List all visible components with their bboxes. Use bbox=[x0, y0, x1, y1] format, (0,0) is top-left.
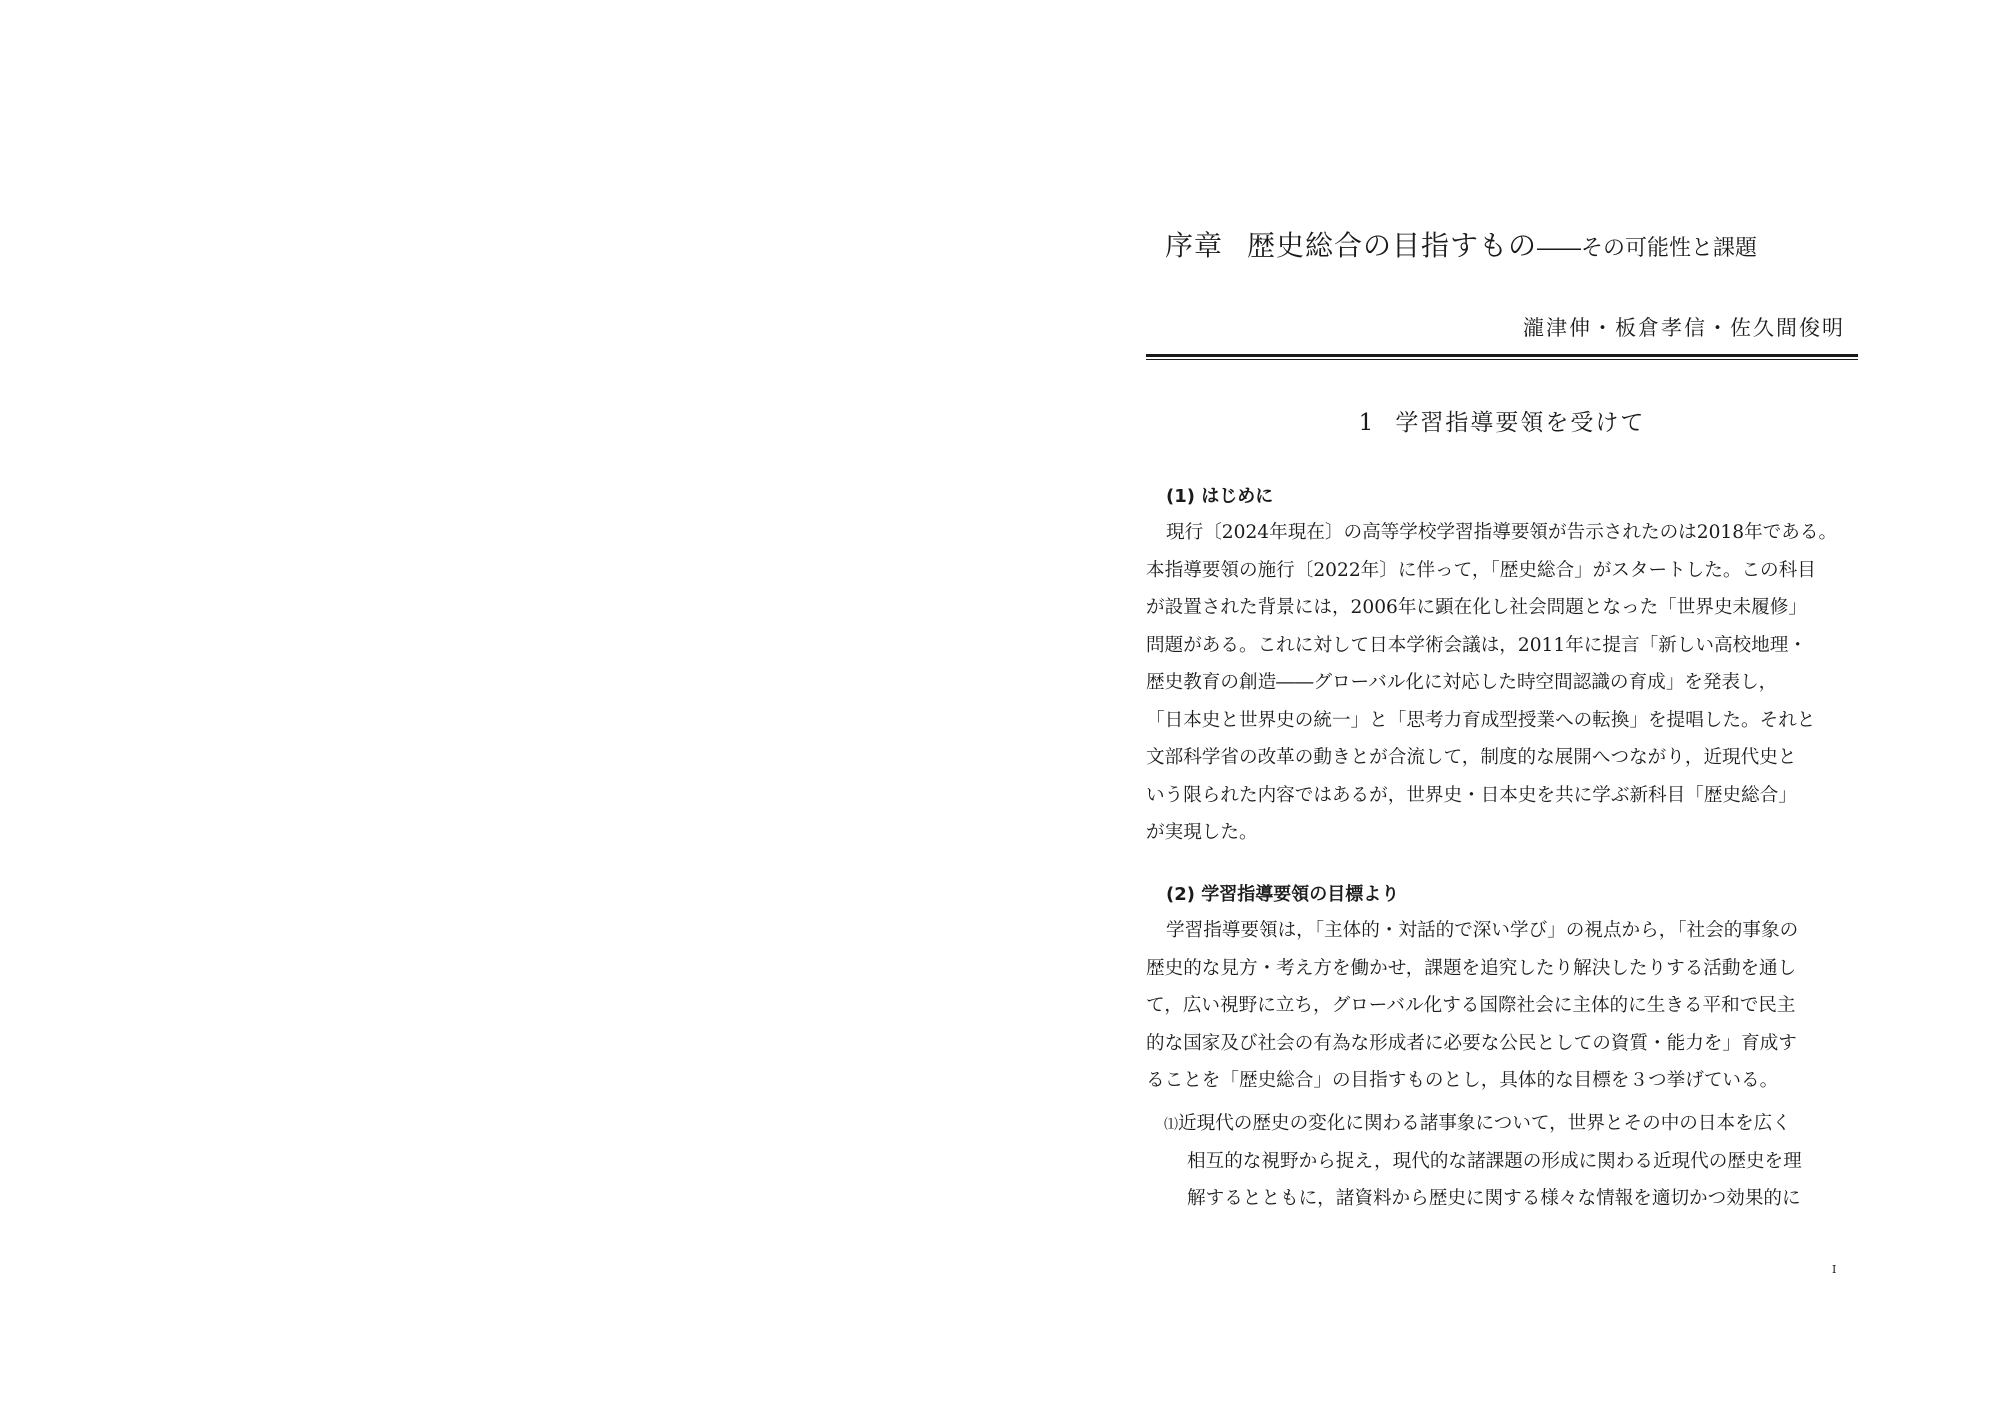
quote-line: 相互的な視野から捉え，現代的な諸課題の形成に関わる近現代の歴史を理 bbox=[1187, 1150, 1802, 1172]
quote-line-text: 近現代の歴史の変化に関わる諸事象について，世界とその中の日本を広く bbox=[1178, 1113, 1791, 1134]
paragraph-line: が設置された背景には，2006年に顕在化し社会問題となった「世界史未履修」 bbox=[1146, 597, 1807, 618]
paragraph-line: 問題がある。これに対して日本学術会議は，2011年に提言「新しい高校地理・ bbox=[1146, 634, 1807, 656]
paragraph-line: 本指導要領の施行〔2022年〕に伴って，「歴史総合」がスタートした。この科目 bbox=[1146, 559, 1816, 581]
subsection-2-paragraph bbox=[1146, 912, 1858, 1100]
section-1-title-text: 学習指導要領を受けて bbox=[1395, 410, 1646, 436]
paragraph-line: て，広い視野に立ち，グローバル化する国際社会に主体的に生きる平和で民主 bbox=[1146, 995, 1796, 1016]
paragraph-line: 学習指導要領は，「主体的・対話的で深い学び」の視点から，「社会的事象の bbox=[1166, 920, 1799, 941]
paragraph-line: 的な国家及び社会の有為な形成者に必要な公民としての資質・能力を」育成す bbox=[1146, 1032, 1797, 1054]
chapter-label: 序章 bbox=[1165, 229, 1224, 262]
title-rule-thick bbox=[1146, 354, 1858, 357]
section-1-number: 1 bbox=[1358, 410, 1376, 436]
objective-quote bbox=[1164, 1105, 1858, 1218]
subsection-2-heading: (2) 学習指導要領の目標より bbox=[1166, 884, 1400, 905]
right-page bbox=[1000, 0, 2000, 1416]
subsection-1-paragraph bbox=[1146, 514, 1858, 852]
chapter-authors: 瀧津伸・板倉孝信・佐久間俊明 bbox=[1523, 316, 1845, 340]
quote-marker: ⑴ bbox=[1164, 1117, 1178, 1133]
quote-line: 解するとともに，諸資料から歴史に関する様々な情報を適切かつ効果的に bbox=[1187, 1188, 1801, 1209]
paragraph-line: 歴史的な見方・考え方を働かせ，課題を追究したり解決したりする活動を通し bbox=[1146, 957, 1797, 979]
chapter-title-main: 歴史総合の目指すもの bbox=[1247, 229, 1538, 262]
paragraph-line: ることを「歴史総合」の目指すものとし，具体的な目標を３つ挙げている。 bbox=[1146, 1070, 1779, 1091]
section-1-title bbox=[1146, 404, 1858, 437]
paragraph-line: 文部科学省の改革の動きとが合流して，制度的な展開へつながり，近現代史と bbox=[1146, 747, 1797, 768]
subsection-1-heading: (1) はじめに bbox=[1166, 486, 1274, 507]
paragraph-line: が実現した。 bbox=[1146, 822, 1258, 843]
paragraph-line: 歴史教育の創造――グローバル化に対応した時空間認識の育成」を発表し， bbox=[1146, 672, 1778, 693]
chapter-title-sub: ――その可能性と課題 bbox=[1537, 236, 1758, 261]
page-number: I bbox=[1832, 1263, 1838, 1276]
chapter-title bbox=[1165, 222, 1805, 271]
paragraph-line: いう限られた内容ではあるが，世界史・日本史を共に学ぶ新科目「歴史総合」 bbox=[1146, 784, 1797, 806]
paragraph-line: 「日本史と世界史の統一」と「思考力育成型授業への転換」を提唱した。それと bbox=[1146, 709, 1816, 731]
title-rule-thin bbox=[1146, 359, 1858, 360]
paragraph-line: 現行〔2024年現在〕の高等学校学習指導要領が告示されたのは2018年である。 bbox=[1166, 522, 1838, 543]
quote-line bbox=[1164, 1105, 1858, 1143]
